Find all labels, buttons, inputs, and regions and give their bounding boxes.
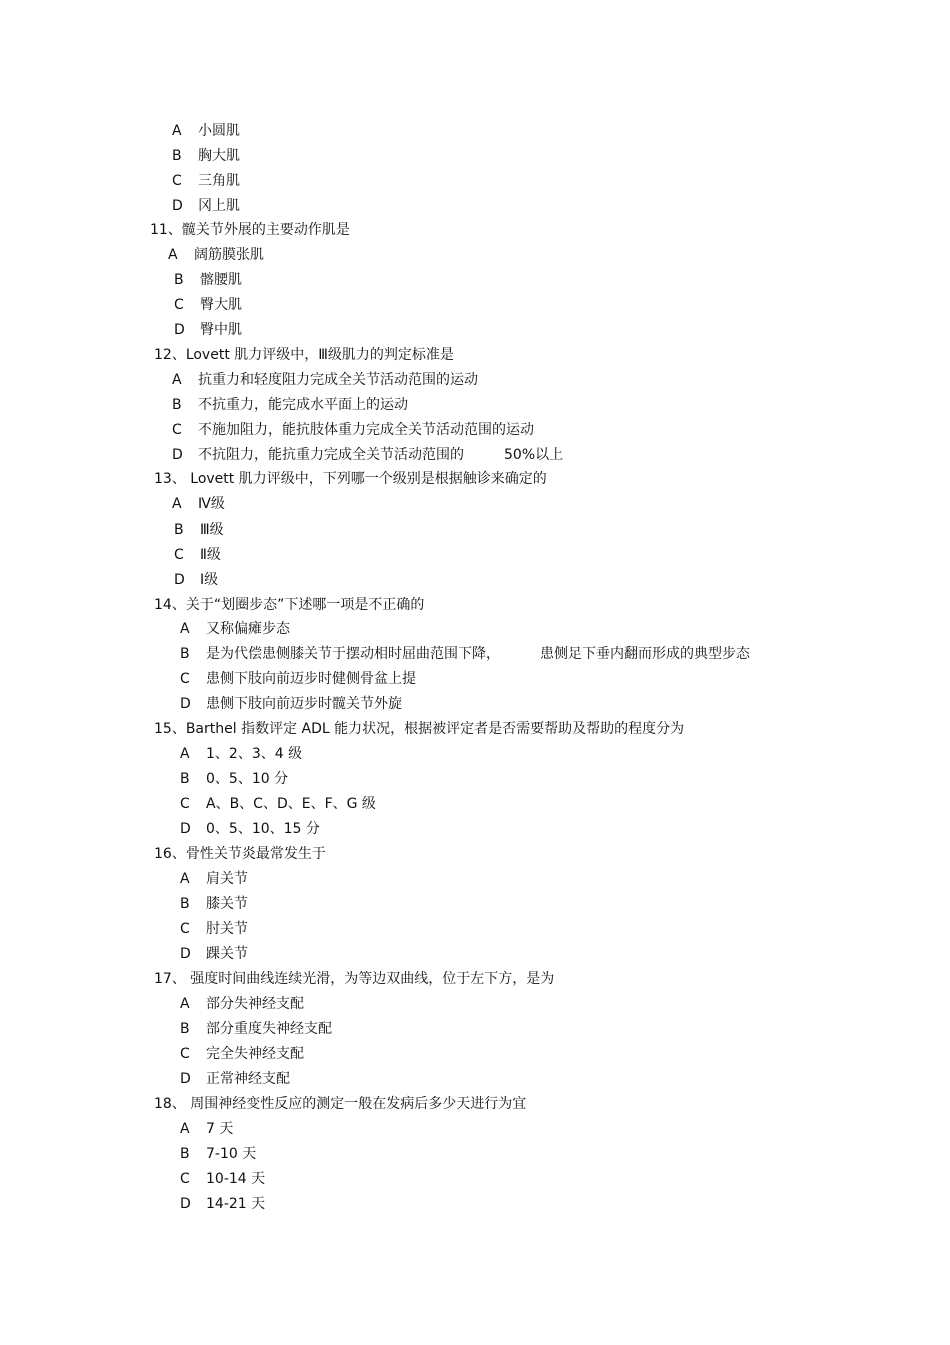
option-text: 0、5、10、15 分 [206, 821, 320, 837]
option-line [180, 670, 416, 688]
option-letter: A [180, 996, 190, 1012]
option-line [172, 147, 240, 165]
option-text: 又称偏瘫步态 [206, 621, 290, 637]
option-letter: A [180, 871, 190, 887]
option-letter: A [172, 372, 182, 388]
question-line: 18、 周围神经变性反应的测定一般在发病后多少天进行为宜 [154, 1096, 527, 1112]
option-letter: C [180, 671, 190, 687]
option-line [172, 446, 563, 464]
option-line [180, 645, 750, 663]
option-text: 7 天 [206, 1121, 234, 1137]
option-letter: A [172, 123, 182, 139]
option-line [172, 172, 240, 190]
option-text: 胸大肌 [198, 148, 240, 164]
option-letter: D [180, 1196, 191, 1212]
option-text: 冈上肌 [198, 198, 240, 214]
option-text: 0、5、10 分 [206, 771, 289, 787]
question-line: 14、关于“划圈步态”下述哪一项是不正确的 [154, 597, 425, 613]
option-text: 正常神经支配 [206, 1071, 290, 1087]
question-line: 16、骨性关节炎最常发生于 [154, 846, 326, 862]
option-letter: D [172, 198, 183, 214]
option-line [180, 895, 248, 913]
option-line [180, 620, 290, 638]
option-letter: B [180, 771, 190, 787]
option-line [180, 1020, 332, 1038]
question-line: 17、 强度时间曲线连续光滑，为等边双曲线，位于左下方，是为 [154, 971, 555, 987]
option-letter: D [180, 821, 191, 837]
option-line [174, 296, 242, 314]
question-line: 12、Lovett 肌力评级中，Ⅲ级肌力的判定标准是 [154, 347, 454, 363]
option-line [174, 546, 221, 564]
option-text: Ⅲ级 [200, 522, 224, 538]
option-text: 肩关节 [206, 871, 248, 887]
option-line [180, 1170, 265, 1188]
option-line [180, 1045, 304, 1063]
option-letter: B [174, 522, 184, 538]
option-text: 不抗重力，能完成水平面上的运动 [198, 397, 408, 413]
option-letter: D [180, 696, 191, 712]
option-line [180, 745, 302, 763]
option-letter: C [172, 422, 182, 438]
option-letter: C [180, 921, 190, 937]
option-text: 部分失神经支配 [206, 996, 304, 1012]
option-line [174, 321, 242, 339]
option-line [180, 920, 248, 938]
option-letter: A [180, 746, 190, 762]
option-letter: A [180, 621, 190, 637]
option-letter: B [172, 148, 182, 164]
option-text: 7-10 天 [206, 1146, 257, 1162]
option-line [180, 945, 248, 963]
option-text: 臀中肌 [200, 322, 242, 338]
option-line [180, 1195, 265, 1213]
option-line [180, 695, 402, 713]
option-line [172, 396, 408, 414]
option-letter: B [172, 397, 182, 413]
option-letter: D [174, 322, 185, 338]
option-text: 部分重度失神经支配 [206, 1021, 332, 1037]
option-line [172, 495, 225, 513]
option-line [180, 1145, 256, 1163]
option-letter: A [172, 496, 182, 512]
option-letter: B [180, 646, 190, 662]
option-line [172, 197, 240, 215]
option-text: 阔筋膜张肌 [194, 247, 264, 263]
option-line [180, 820, 320, 838]
option-letter: B [180, 1146, 190, 1162]
option-text: Ⅱ级 [200, 547, 221, 563]
option-line [180, 1120, 233, 1138]
option-line [180, 870, 248, 888]
option-line [174, 271, 242, 289]
option-text: 三角肌 [198, 173, 240, 189]
option-text: 膝关节 [206, 896, 248, 912]
question-line: 15、Barthel 指数评定 ADL 能力状况，根据被评定者是否需要帮助及帮助的程度分为 [154, 721, 685, 737]
question-line: 11、髋关节外展的主要动作肌是 [150, 222, 350, 238]
option-letter: C [180, 1171, 190, 1187]
option-letter: C [180, 796, 190, 812]
option-letter: C [180, 1046, 190, 1062]
option-text: 不抗阻力，能抗重力完成全关节活动范围的 [198, 447, 464, 463]
option-text: 14-21 天 [206, 1196, 266, 1212]
question-line: 13、 Lovett 肌力评级中，下列哪一个级别是根据触诊来确定的 [154, 471, 547, 487]
option-letter: A [168, 247, 178, 263]
option-text-continued: 50%以上 [504, 447, 564, 463]
option-text: 1、2、3、4 级 [206, 746, 303, 762]
option-line [172, 421, 534, 439]
option-letter: B [174, 272, 184, 288]
option-text: 髂腰肌 [200, 272, 242, 288]
option-letter: D [180, 1071, 191, 1087]
option-text: Ⅳ级 [198, 496, 225, 512]
option-line [168, 246, 264, 264]
option-letter: D [180, 946, 191, 962]
option-text: Ⅰ级 [200, 572, 219, 588]
option-line [172, 122, 240, 140]
option-text: A、B、C、D、E、F、G 级 [206, 796, 376, 812]
option-letter: A [180, 1121, 190, 1137]
option-line [180, 995, 304, 1013]
option-text: 10-14 天 [206, 1171, 266, 1187]
option-text: 完全失神经支配 [206, 1046, 304, 1062]
option-text: 不施加阻力，能抗肢体重力完成全关节活动范围的运动 [198, 422, 534, 438]
option-letter: C [172, 173, 182, 189]
option-text: 是为代偿患侧膝关节于摆动相时屈曲范围下降， [206, 646, 500, 662]
option-letter: D [174, 572, 185, 588]
option-letter: C [174, 297, 184, 313]
option-text-continued: 患侧足下垂内翻而形成的典型步态 [540, 646, 750, 662]
option-text: 踝关节 [206, 946, 248, 962]
option-letter: B [180, 1021, 190, 1037]
option-text: 小圆肌 [198, 123, 240, 139]
option-line [172, 371, 478, 389]
option-text: 患侧下肢向前迈步时髋关节外旋 [206, 696, 402, 712]
option-letter: D [172, 447, 183, 463]
option-text: 抗重力和轻度阻力完成全关节活动范围的运动 [198, 372, 478, 388]
option-letter: C [174, 547, 184, 563]
option-letter: B [180, 896, 190, 912]
option-text: 臀大肌 [200, 297, 242, 313]
option-text: 肘关节 [206, 921, 248, 937]
option-text: 患侧下肢向前迈步时健侧骨盆上提 [206, 671, 416, 687]
option-line [180, 795, 376, 813]
option-line [180, 770, 288, 788]
option-line [174, 521, 224, 539]
option-line [180, 1070, 290, 1088]
option-line [174, 571, 218, 589]
